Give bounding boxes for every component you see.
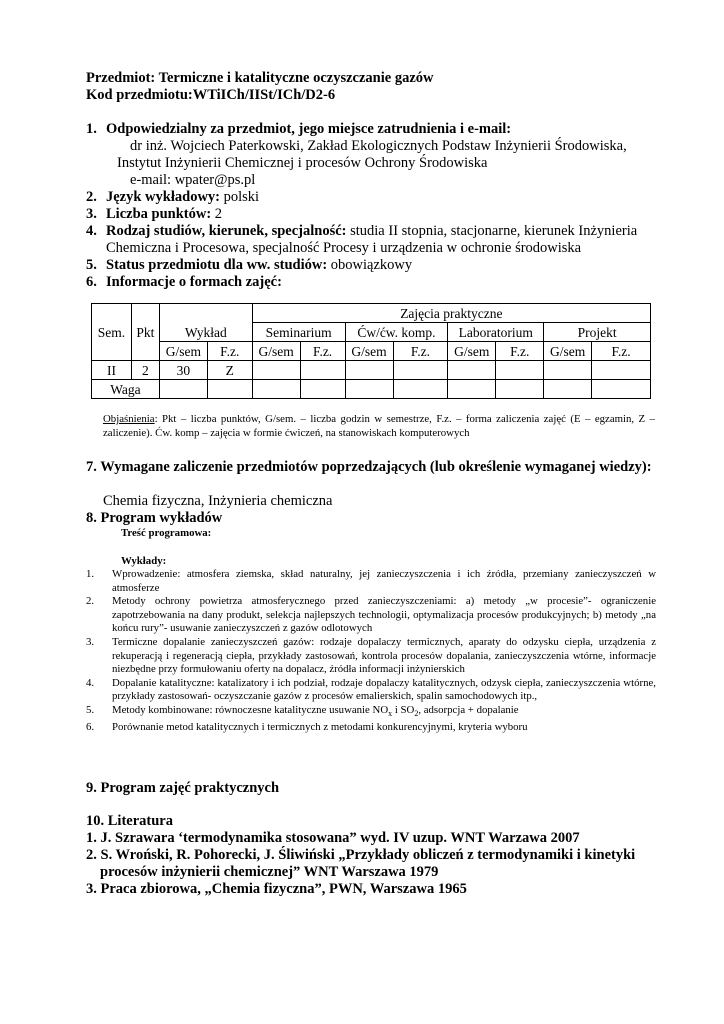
header-seminarium: Seminarium bbox=[252, 323, 345, 342]
subject-title: Przedmiot: Termiczne i katalityczne oczyszczanie gazów bbox=[86, 70, 434, 86]
section-8-heading: 8. Program wykładów bbox=[86, 510, 223, 526]
item-1: 1. Odpowiedzialny za przedmiot, jego miejsce zatrudnienia i e-mail: bbox=[86, 121, 512, 137]
reference-3: 3. Praca zbiorowa, „Chemia fizyczna”, PWN, Warszawa 1965 bbox=[86, 881, 467, 897]
header-fz: F.z. bbox=[393, 342, 448, 361]
cell-sem: II bbox=[92, 361, 132, 380]
header-projekt: Projekt bbox=[544, 323, 651, 342]
header-cw: Ćw/ćw. komp. bbox=[345, 323, 448, 342]
header-fz: F.z. bbox=[592, 342, 651, 361]
list-item: 3. Termiczne dopalanie zanieczyszczeń gazów: rodzaje dopalaczy termicznych, aparaty do odzysku ciepła, urządzenia z rekuperacją i regeneracją ciepła, przykłady zastosowań, kontrola procesów dopalania, zanieczyszczenia wtórne, informacje niezbędne przy formułowaniu oferty na dopalacz, źródła informacji inżynierskich bbox=[86, 635, 656, 676]
list-item: 6. Porównanie metod katalitycznych i termicznych z metodami konkurencyjnymi, kryteria wyboru bbox=[86, 720, 528, 733]
item-5: 5. Status przedmiotu dla ww. studiów: obowiązkowy bbox=[86, 257, 413, 273]
list-item: 5. Metody kombinowane: równoczesne katalityczne usuwanie $NO_x$ i $SO_2$, adsorpcja + dopalanie bbox=[86, 703, 519, 719]
item-2-value: polski bbox=[220, 189, 260, 205]
list-item: 2. Metody ochrony powietrza atmosferycznego przed zanieczyszczeniami: a) metody „w procesie”- ograniczenie zapotrzebowania na dany produkt, selekcja najlepszych technologii, optymalizacja procesów produkcyjnych; b) metody „na końcu rury”- usuwanie zanieczyszczeń z gazów odlotowych bbox=[86, 595, 656, 635]
header-gsem: G/sem bbox=[345, 342, 393, 361]
section-10-heading: 10. Literatura bbox=[86, 813, 173, 829]
header-wyklad: Wykład bbox=[159, 304, 252, 342]
header-pkt: Pkt bbox=[131, 304, 159, 361]
section-9-heading: 9. Program zajęć praktycznych bbox=[86, 780, 280, 796]
cell-waga: Waga bbox=[92, 380, 160, 399]
item-2: 2. Język wykładowy: polski bbox=[86, 189, 260, 205]
header-gsem: G/sem bbox=[448, 342, 496, 361]
explanation: Objaśnienia: Pkt – liczba punktów, G/sem. – liczba godzin w semestrze, F.z. – forma zaliczenia zajęć (E – egzamin, Z – zaliczenie). Ćw. komp – zajęcia w formie ćwiczeń, na stanowiskach komputerowych bbox=[103, 413, 655, 439]
item-4-continuation: Chemiczna i Procesowa, specjalność Procesy i urządzenia w ochronie środowiska bbox=[106, 240, 582, 256]
reference-2-cont: procesów inżynierii chemicznej” WNT Warszawa 1979 bbox=[100, 864, 439, 880]
header-zajecia: Zajęcia praktyczne bbox=[252, 304, 650, 323]
forms-table bbox=[91, 303, 651, 399]
cell-wyklad-fz: Z bbox=[207, 361, 252, 380]
header-gsem: G/sem bbox=[544, 342, 592, 361]
responsible-email: e-mail: wpater@ps.pl bbox=[130, 172, 256, 188]
cell-wyklad-gsem: 30 bbox=[159, 361, 207, 380]
header-laboratorium: Laboratorium bbox=[448, 323, 544, 342]
header-fz: F.z. bbox=[207, 342, 252, 361]
item-5-value: obowiązkowy bbox=[327, 257, 413, 273]
header-gsem: G/sem bbox=[252, 342, 300, 361]
reference-1: 1. J. Szrawara ‘termodynamika stosowana” wyd. IV uzup. WNT Warzawa 2007 bbox=[86, 830, 580, 846]
subject-code: Kod przedmiotu:WTiICh/IISt/ICh/D2-6 bbox=[86, 87, 336, 103]
item-1-label: Odpowiedzialny za przedmiot, jego miejsce zatrudnienia i e-mail: bbox=[106, 121, 512, 137]
item-4: 4. Rodzaj studiów, kierunek, specjalność: studia II stopnia, stacjonarne, kierunek Inżynieria bbox=[86, 223, 638, 239]
header-gsem: G/sem bbox=[159, 342, 207, 361]
section-8-sub: Treść programowa: bbox=[121, 527, 212, 539]
cell-pkt: 2 bbox=[131, 361, 159, 380]
item-4-value: studia II stopnia, stacjonarne, kierunek Inżynieria bbox=[346, 223, 638, 239]
lectures-list bbox=[86, 568, 656, 734]
responsible-line-2: Instytut Inżynierii Chemicznej i procesów Ochrony Środowiska bbox=[117, 155, 488, 171]
lectures-label: Wykłady: bbox=[121, 555, 167, 567]
list-item: 4. Dopalanie katalityczne: katalizatory i ich podział, rodzaje dopalaczy katalitycznych, odzysk ciepła, zanieczyszczenia wtórne, przykłady zastosowań- oczyszczanie gazów z procesów emalierskich, spalin samochodowych itp., bbox=[86, 676, 656, 703]
reference-2: 2. S. Wroński, R. Pohorecki, J. Śliwiński „Przykłady obliczeń z termodynamiki i kinetyki bbox=[86, 847, 636, 863]
item-6: 6. Informacje o formach zajęć: bbox=[86, 274, 282, 290]
header-sem: Sem. bbox=[92, 304, 132, 361]
header-fz: F.z. bbox=[300, 342, 345, 361]
section-7-heading: 7. Wymagane zaliczenie przedmiotów poprzedzających (lub określenie wymaganej wiedzy): bbox=[86, 459, 652, 475]
header-fz: F.z. bbox=[496, 342, 544, 361]
responsible-line-1: dr inż. Wojciech Paterkowski, Zakład Ekologicznych Podstaw Inżynierii Środowiska, bbox=[130, 138, 627, 154]
item-3-value: 2 bbox=[211, 206, 223, 222]
list-item: 1. Wprowadzenie: atmosfera ziemska, skład naturalny, jej zanieczyszczenia i ich źródła, przemiany zanieczyszczeń w atmosferze bbox=[86, 568, 656, 594]
section-7-content: Chemia fizyczna, Inżynieria chemiczna bbox=[103, 493, 333, 509]
item-3: 3. Liczba punktów: 2 bbox=[86, 206, 223, 222]
